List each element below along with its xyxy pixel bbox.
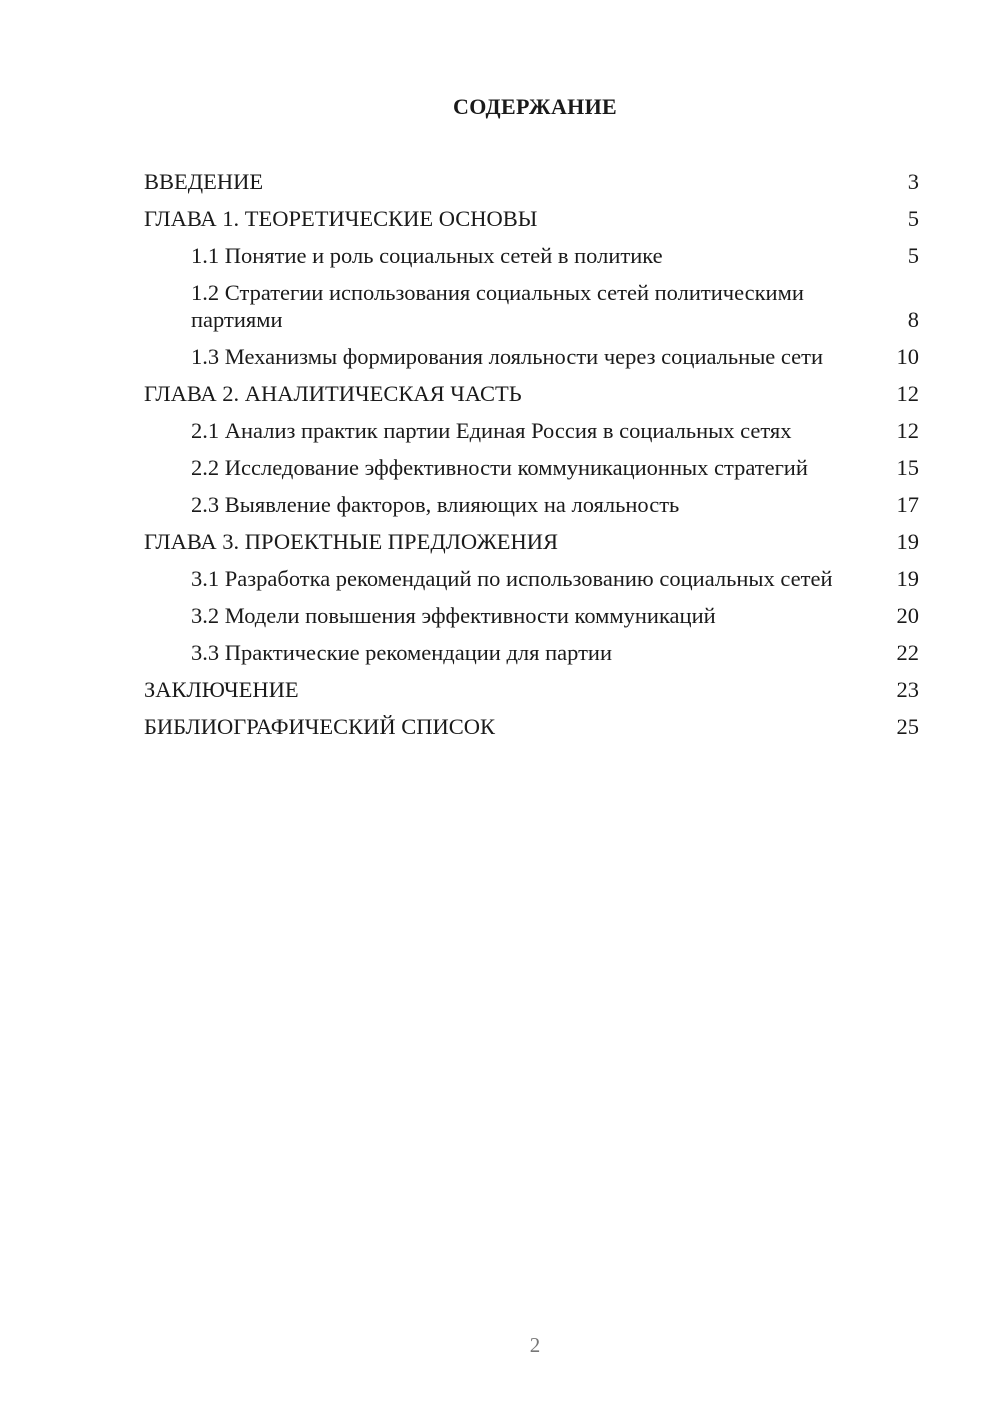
toc-entry-label: БИБЛИОГРАФИЧЕСКИЙ СПИСОК [144,714,496,739]
toc-subentry [144,417,919,444]
toc-entry-page: 19 [896,566,919,591]
toc-entry [144,205,919,232]
toc-entry-page: 5 [907,243,919,268]
toc-entry-label: 1.2 Стратегии использования социальных сетей политическими партиями [191,280,804,332]
toc-entry [144,713,919,740]
toc-subentry [144,565,919,592]
toc-entry-label: ГЛАВА 3. ПРОЕКТНЫЕ ПРЕДЛОЖЕНИЯ [144,529,559,554]
toc-entry-page: 19 [896,529,919,554]
toc-entry-page: 12 [896,381,919,406]
toc-entry-label: 3.3 Практические рекомендации для партии [191,640,613,665]
toc-entry-page: 10 [896,344,919,369]
toc-entry-label: ВВЕДЕНИЕ [144,169,264,194]
toc-entry-label: 1.3 Механизмы формирования лояльности через социальные сети [191,344,824,369]
toc-subentry [144,343,919,370]
toc-entry-label: ЗАКЛЮЧЕНИЕ [144,677,299,702]
toc-entry [144,676,919,703]
toc-entry-page: 22 [896,640,919,665]
toc-entry [144,528,919,555]
page-number: 2 [529,1333,541,1357]
toc-entry-label: ГЛАВА 1. ТЕОРЕТИЧЕСКИЕ ОСНОВЫ [144,206,538,231]
toc-entry-label: 2.2 Исследование эффективности коммуникационных стратегий [191,455,808,480]
toc-subentry [144,242,919,269]
toc-entry-label: 3.1 Разработка рекомендаций по использованию социальных сетей [191,566,833,591]
toc-entry-page: 12 [896,418,919,443]
toc-entry-label: 1.1 Понятие и роль социальных сетей в политике [191,243,663,268]
toc-subentry [144,639,919,666]
toc-entry-label: ГЛАВА 2. АНАЛИТИЧЕСКАЯ ЧАСТЬ [144,381,522,406]
toc-title: СОДЕРЖАНИЕ [453,94,617,119]
toc-subentry [144,279,919,333]
toc-entry [144,380,919,407]
toc-subentry [144,454,919,481]
toc-entry-label: 2.1 Анализ практик партии Единая Россия в социальных сетях [191,418,792,443]
toc-entry-page: 23 [896,677,919,702]
toc-entry-page: 20 [896,603,919,628]
toc-entry-label: 2.3 Выявление факторов, влияющих на лояльность [191,492,680,517]
toc-entry-page: 8 [907,307,919,332]
toc-entry-page: 15 [896,455,919,480]
toc-entry-page: 17 [896,492,919,517]
table-of-contents [144,168,919,750]
toc-entry-page: 3 [907,169,919,194]
toc-entry-page: 25 [896,714,919,739]
toc-entry-label: 3.2 Модели повышения эффективности коммуникаций [191,603,716,628]
toc-entry [144,168,919,195]
toc-subentry [144,491,919,518]
toc-entry-page: 5 [907,206,919,231]
toc-subentry [144,602,919,629]
